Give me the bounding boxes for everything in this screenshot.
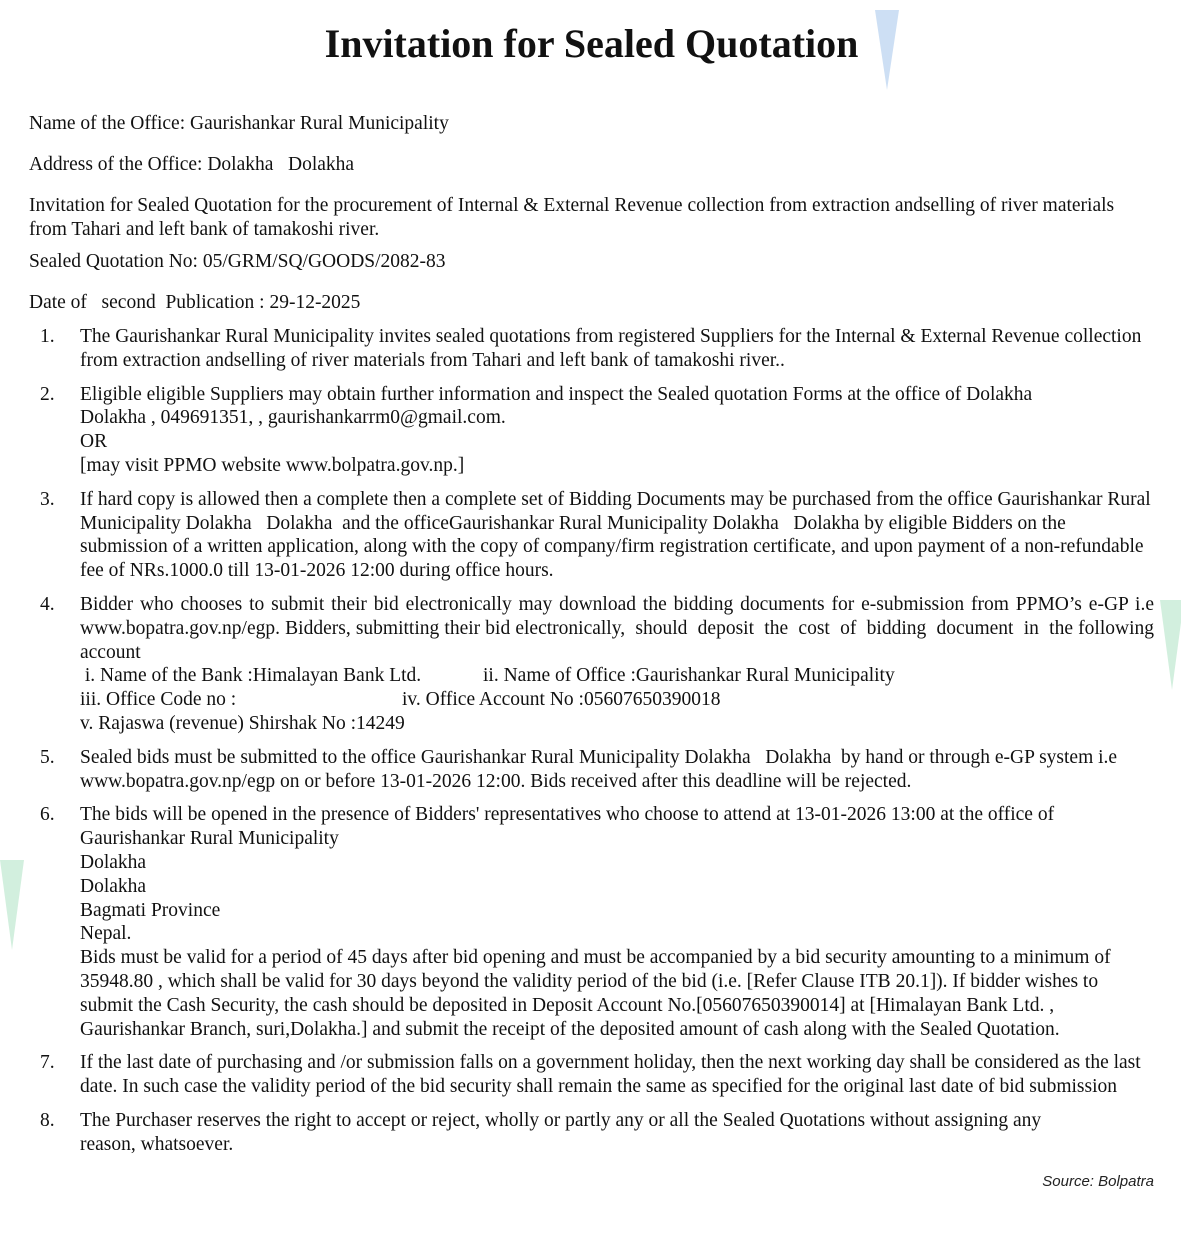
- office-code: iii. Office Code no :: [80, 689, 237, 711]
- item-text: The Gaurishankar Rural Municipality invites sealed quotations from registered Suppliers for the Internal & External Revenue collection from extraction andselling of river materials from Tahari and left bank of tamakoshi river..: [80, 326, 1142, 371]
- list-item: [29, 325, 1154, 373]
- page-title: Invitation for Sealed Quotation: [324, 21, 859, 66]
- list-item: [29, 1109, 1154, 1157]
- item-text: If the last date of purchasing and /or submission falls on a government holiday, then the next working day shall be considered as the last date. In such case the validity period of the bid security shall remain the same as specified for the original last date of bid submission: [80, 1052, 1141, 1098]
- item-number: 2.: [40, 383, 55, 405]
- invitation-text: Invitation for Sealed Quotation for the procurement of Internal & External Revenue collection from extraction andselling of river materials from Tahari and left bank of tamakoshi river.: [29, 195, 1115, 240]
- list-item: [29, 488, 1154, 583]
- quotation-number: Sealed Quotation No: 05/GRM/SQ/GOODS/2082-83: [29, 251, 446, 272]
- item-text: Eligible eligible Suppliers may obtain further information and inspect the Sealed quotation Forms at the office of Dolakha Dolakha , 049691351, , gaurishankarrm0@gmail.com.: [80, 383, 1033, 429]
- item-number: 8.: [40, 1109, 55, 1131]
- list-item: [29, 383, 1154, 478]
- address-line: Bagmati Province: [80, 899, 221, 921]
- address-line: Dolakha: [80, 875, 147, 897]
- item-number: 1.: [40, 326, 55, 347]
- publication-date: Date of second Publication : 29-12-2025: [29, 292, 361, 313]
- rajaswa-shirshak: v. Rajaswa (revenue) Shirshak No :14249: [80, 712, 405, 734]
- item-number: 3.: [40, 488, 55, 510]
- item-number: 5.: [40, 746, 55, 768]
- address-line: Nepal.: [80, 923, 132, 945]
- item-text: If hard copy is allowed then a complete then a complete set of Bidding Documents may be purchased from the office Gaurishankar Rural Municipality Dolakha Dolakha and the officeGaurishankar Rural Municipality Dolakha Dolakha by eligible Bidders on the submission of a written application, along with the copy of company/firm registration certificate, and upon payment of a non-refundable fee of NRs.1000.0 till 13-01-2026 12:00 during office hours.: [80, 488, 1156, 582]
- list-item: [29, 746, 1154, 794]
- list-item: [29, 593, 1159, 736]
- item-text: The Purchaser reserves the right to accept or reject, wholly or partly any or all the Sealed Quotations without assigning any reason, whatsoever.: [80, 1109, 1042, 1155]
- item-number: 4.: [40, 593, 55, 615]
- item-number: 6.: [40, 804, 55, 826]
- bid-security-text: Bids must be valid for a period of 45 days after bid opening and must be accompanied by a bid security amounting to a minimum of 35948.80 , which shall be valid for 30 days beyond the validity period of the bid (i.e. [Refer Clause ITB 20.1]). If bidder wishes to submit the Cash Security, the cash should be deposited in Deposit Account No.[05607650390014] at [Himalayan Bank Ltd. , Gaurishankar Branch, suri,Dolakha.] and submit the receipt of the deposited amount of cash along with the Sealed Quotation.: [80, 947, 1111, 1040]
- address-line: Gaurishankar Rural Municipality: [80, 828, 339, 850]
- item-text: Bidder who chooses to submit their bid electronically may download the bidding documents for e-submission from PPMO’s e-GP i.e www.bopatra.gov.np/egp. Bidders, submitting their bid electronically, should deposit the cost of bidding document in the following account: [80, 593, 1159, 663]
- office-account: iv. Office Account No :05607650390018: [402, 689, 721, 711]
- address-line: Dolakha: [80, 851, 147, 873]
- item-number: 7.: [40, 1052, 55, 1074]
- office-name-detail: ii. Name of Office :Gaurishankar Rural Municipality: [483, 665, 895, 687]
- office-address: Address of the Office: Dolakha Dolakha: [29, 154, 355, 175]
- bank-name: i. Name of the Bank :Himalayan Bank Ltd.: [80, 665, 422, 687]
- item-text: Sealed bids must be submitted to the office Gaurishankar Rural Municipality Dolakha Dolakha by hand or through e-GP system i.e www.bopatra.gov.np/egp on or before 13-01-2026 12:00. Bids received after this deadline will be rejected.: [80, 746, 1122, 792]
- source-credit: Source: Bolpatra: [1042, 1172, 1154, 1190]
- list-item: [29, 1051, 1154, 1099]
- list-item: [29, 803, 1154, 1041]
- item-or: OR: [80, 431, 108, 453]
- terms-list: [29, 325, 1159, 1157]
- office-name: Name of the Office: Gaurishankar Rural Municipality: [29, 113, 449, 134]
- item-text: The bids will be opened in the presence of Bidders' representatives who choose to attend at 13-01-2026 13:00 at the office of: [80, 804, 1055, 826]
- ppmo-link-text: [may visit PPMO website www.bolpatra.gov.np.]: [80, 454, 465, 476]
